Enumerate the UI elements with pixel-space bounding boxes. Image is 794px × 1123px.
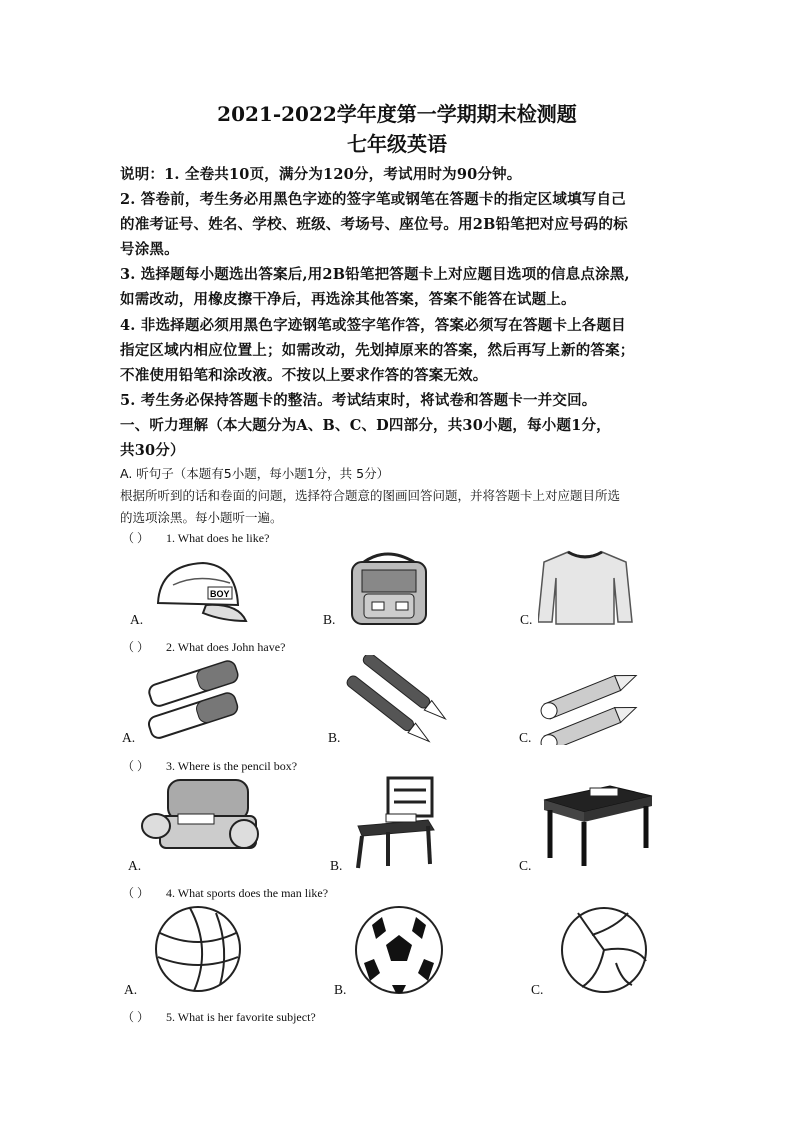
cap-logo-text: BOY bbox=[210, 589, 230, 599]
part-a-desc: 根据所听到的话和卷面的问题，选择符合题意的图画回答问题，并将答题卡上对应题目所选 bbox=[120, 488, 621, 503]
instruction-line: 指定区域内相应位置上；如需改动，先划掉原来的答案，然后再写上新的答案； bbox=[120, 342, 635, 359]
instruction-line: 3. 选择题每小题选出答案后,用2B铅笔把答题卡上对应题目选项的信息点涂黑, bbox=[120, 266, 630, 283]
chair-icon bbox=[348, 776, 438, 871]
instruction-line: 说明：1. 全卷共10页，满分为120分，考试用时为90分钟。 bbox=[120, 166, 522, 183]
answer-blank: （ ） bbox=[122, 886, 150, 900]
desk-icon bbox=[540, 778, 655, 868]
question-text: 5. What is her favorite subject? bbox=[166, 1010, 316, 1024]
answer-blank: （ ） bbox=[122, 759, 150, 773]
answer-blank: （ ） bbox=[122, 640, 150, 654]
question-1 bbox=[122, 529, 269, 546]
question-2 bbox=[122, 638, 285, 655]
option-label: A. bbox=[122, 730, 136, 745]
question-text: 4. What sports does the man like? bbox=[166, 886, 329, 900]
question-text: 1. What does he like? bbox=[166, 531, 270, 545]
instruction-line: 的准考证号、姓名、学校、班级、考场号、座位号。用2B铅笔把对应号码的标 bbox=[120, 216, 628, 233]
question-3 bbox=[122, 757, 297, 774]
instruction-line: 2. 答卷前，考生务必用黑色字迹的签字笔或钢笔在答题卡的指定区域填写自己 bbox=[120, 191, 626, 208]
exam-title: 2021-2022学年度第一学期期末检测题 bbox=[217, 102, 577, 126]
volleyball-icon bbox=[556, 905, 652, 995]
instruction-line: 5. 考生务必保持答题卡的整洁。考试结束时，将试卷和答题卡一并交回。 bbox=[120, 392, 597, 409]
option-label: C. bbox=[519, 858, 532, 873]
option-label: B. bbox=[323, 612, 336, 627]
option-label: C. bbox=[531, 982, 544, 997]
option-label: A. bbox=[128, 858, 142, 873]
option-label: A. bbox=[124, 982, 138, 997]
soccer-ball-icon bbox=[352, 905, 446, 995]
cap-icon bbox=[148, 555, 248, 625]
option-label: A. bbox=[130, 612, 144, 627]
instruction-line: 不准使用铅笔和涂改液。不按以上要求作答的答案无效。 bbox=[120, 367, 488, 384]
question-text: 3. Where is the pencil box? bbox=[166, 759, 298, 773]
erasers-icon bbox=[140, 660, 250, 740]
section-heading: 一、听力理解（本大题分为A、B、C、D四部分，共30小题，每小题1分， bbox=[120, 417, 611, 434]
sweater-icon bbox=[538, 548, 633, 628]
question-text: 2. What does John have? bbox=[166, 640, 286, 654]
answer-blank: （ ） bbox=[122, 1010, 150, 1024]
section-heading-cont: 共30分） bbox=[120, 442, 185, 459]
part-a-heading: A. 听句子（本题有5小题，每小题1分，共 5分） bbox=[120, 466, 390, 481]
instruction-line: 如需改动，用橡皮擦干净后，再选涂其他答案，答案不能答在试题上。 bbox=[120, 291, 576, 308]
option-label: B. bbox=[334, 982, 347, 997]
question-4 bbox=[122, 884, 328, 901]
instruction-line: 号涂黑。 bbox=[120, 241, 179, 258]
basketball-icon bbox=[150, 903, 246, 995]
instruction-line: 4. 非选择题必须用黑色字迹钢笔或签字笔作答，答案必须写在答题卡上各题目 bbox=[120, 317, 626, 334]
part-a-desc: 的选项涂黑。每小题听一遍。 bbox=[120, 510, 283, 525]
backpack-icon bbox=[342, 550, 437, 630]
pencils-icon bbox=[538, 665, 643, 745]
answer-blank: （ ） bbox=[122, 531, 150, 545]
option-label: C. bbox=[520, 612, 533, 627]
option-label: C. bbox=[519, 730, 532, 745]
exam-subtitle: 七年级英语 bbox=[347, 132, 447, 156]
pens-icon bbox=[345, 655, 460, 745]
question-5 bbox=[122, 1008, 316, 1025]
sofa-icon bbox=[140, 776, 260, 866]
option-label: B. bbox=[328, 730, 341, 745]
option-label: B. bbox=[330, 858, 343, 873]
